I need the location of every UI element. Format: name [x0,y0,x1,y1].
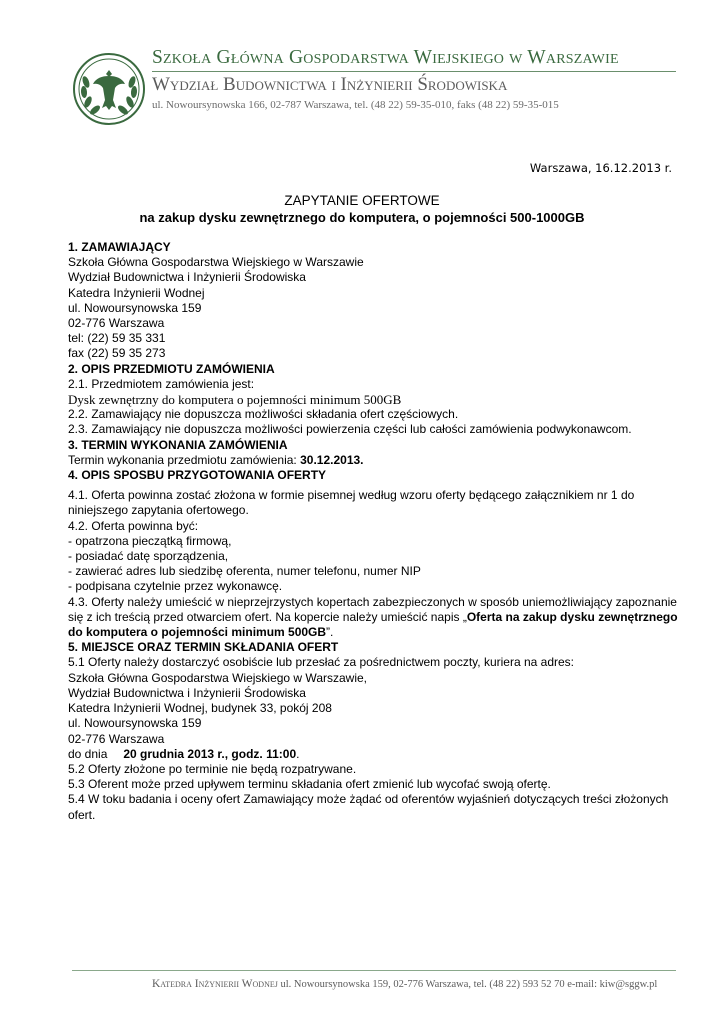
orderer-line: Katedra Inżynierii Wodnej [68,285,205,300]
orderer-line: Szkoła Główna Gospodarstwa Wiejskiego w Warszawie [68,255,364,270]
orderer-line: Wydział Budownictwa i Inżynierii Środowiska [68,270,306,285]
footer-divider [72,970,676,971]
submission-deadline [68,747,680,762]
header-divider [152,71,676,72]
university-address: ul. Nowoursynowska 166, 02-787 Warszawa, tel. (48 22) 59-35-010, faks (48 22) 59-35-015 [152,99,559,111]
completion-text: Termin wykonania przedmiotu zamówienia: [68,452,301,467]
section-5-line: 5.3 Oferent może przed upływem terminu składania ofert zmienić lub wycofać swoją ofertę. [68,777,551,792]
completion-date: 30.12.2013. [300,452,364,467]
section-4-paragraph: 4.1. Oferta powinna zostać złożona w formie pisemnej według wzoru oferty będącego załącznikiem nr 1 do niniejszego zapytania ofertowego. [68,488,635,518]
deadline-prefix: do dnia [68,746,108,761]
footer [152,978,657,990]
deadline-date: 20 grudnia 2013 r., godz. 11:00 [123,746,297,761]
deadline-suffix: . [296,746,300,761]
title-block [0,192,724,226]
delivery-address-line: Katedra Inżynierii Wodnej, budynek 33, pokój 208 [68,701,332,716]
document-title: ZAPYTANIE OFERTOWE [284,193,440,208]
document-body [68,240,680,823]
letterhead [72,40,676,128]
list-item: - posiadać datę sporządzenia, [68,549,229,564]
envelope-text-end: ”. [326,625,334,640]
envelope-text: 4.3. Oferty należy umieścić w nieprzejrzystych kopertach zabezpieczonych w sposób uniemożliwiający zapoznanie się z ich treścią przed otwarciem ofert. Na kopercie należy umieścić napis „ [68,594,677,624]
section-3-heading: 3. TERMIN WYKONANIA ZAMÓWIENIA [68,437,288,452]
university-eagle-seal-icon [72,52,146,126]
envelope-label: Oferta na zakup dysku zewnętrznego do komputera o pojemności minimum 500GB [68,609,678,640]
delivery-address-line: Wydział Budownictwa i Inżynierii Środowiska [68,685,306,700]
footer-department: Katedra Inżynierii Wodnej [152,978,278,990]
list-item: - opatrzona pieczątką firmową, [68,533,232,548]
list-item: - zawierać adres lub siedzibę oferenta, numer telefonu, numer NIP [68,564,421,579]
delivery-address-line: ul. Nowoursynowska 159 [68,716,202,731]
orderer-line: fax (22) 59 35 273 [68,346,166,361]
footer-address: ul. Nowoursynowska 159, 02-776 Warszawa, tel. (48 22) 593 52 70 e-mail: kiw@sggw.pl [277,979,658,990]
section-5-line: 5.1 Oferty należy dostarczyć osobiście lub przesłać za pośrednictwem poczty, kuriera na adres: [68,655,575,670]
section-5-heading: 5. MIEJSCE ORAZ TERMIN SKŁADANIA OFERT [68,640,339,655]
faculty-name: Wydział Budownictwa i Inżynierii Środowiska [152,74,508,95]
orderer-line: ul. Nowoursynowska 159 [68,300,202,315]
section-1-heading: 1. ZAMAWIAJĄCY [68,240,171,254]
section-5-line: 5.2 Oferty złożone po terminie nie będą rozpatrywane. [68,761,357,776]
section-2-line: 2.3. Zamawiający nie dopuszcza możliwości powierzenia części lub całości zamówienia podwykonawcom. [68,422,632,437]
section-2-line: 2.2. Zamawiający nie dopuszcza możliwości składania ofert częściowych. [68,407,459,422]
section-2-line: 2.1. Przedmiotem zamówienia jest: [68,376,255,391]
section-2-heading: 2. OPIS PRZEDMIOTU ZAMÓWIENIA [68,361,275,376]
completion-deadline [68,453,680,468]
orderer-line: 02-776 Warszawa [68,316,165,331]
orderer-line: tel: (22) 59 35 331 [68,331,166,346]
university-name: Szkoła Główna Gospodarstwa Wiejskiego w Warszawie [152,47,619,68]
list-item: - podpisana czytelnie przez wykonawcę. [68,579,283,594]
letterhead-text [152,46,676,112]
envelope-instructions [68,595,680,641]
city-date: Warszawa, 16.12.2013 r. [529,161,672,175]
section-5-line: 5.4 W toku badania i oceny ofert Zamawiający może żądać od oferentów wyjaśnień dotyczących treści złożonych ofert. [68,792,669,822]
order-subject: Dysk zewnętrzny do komputera o pojemności minimum 500GB [68,392,402,408]
section-4-heading: 4. OPIS SPOSBU PRZYGOTOWANIA OFERTY [68,468,327,483]
section-4-paragraph: 4.2. Oferta powinna być: [68,518,199,533]
delivery-address-line: 02-776 Warszawa [68,731,165,746]
document-subtitle: na zakup dysku zewnętrznego do komputera, o pojemności 500-1000GB [139,210,585,225]
delivery-address-line: Szkoła Główna Gospodarstwa Wiejskiego w Warszawie, [68,670,367,685]
